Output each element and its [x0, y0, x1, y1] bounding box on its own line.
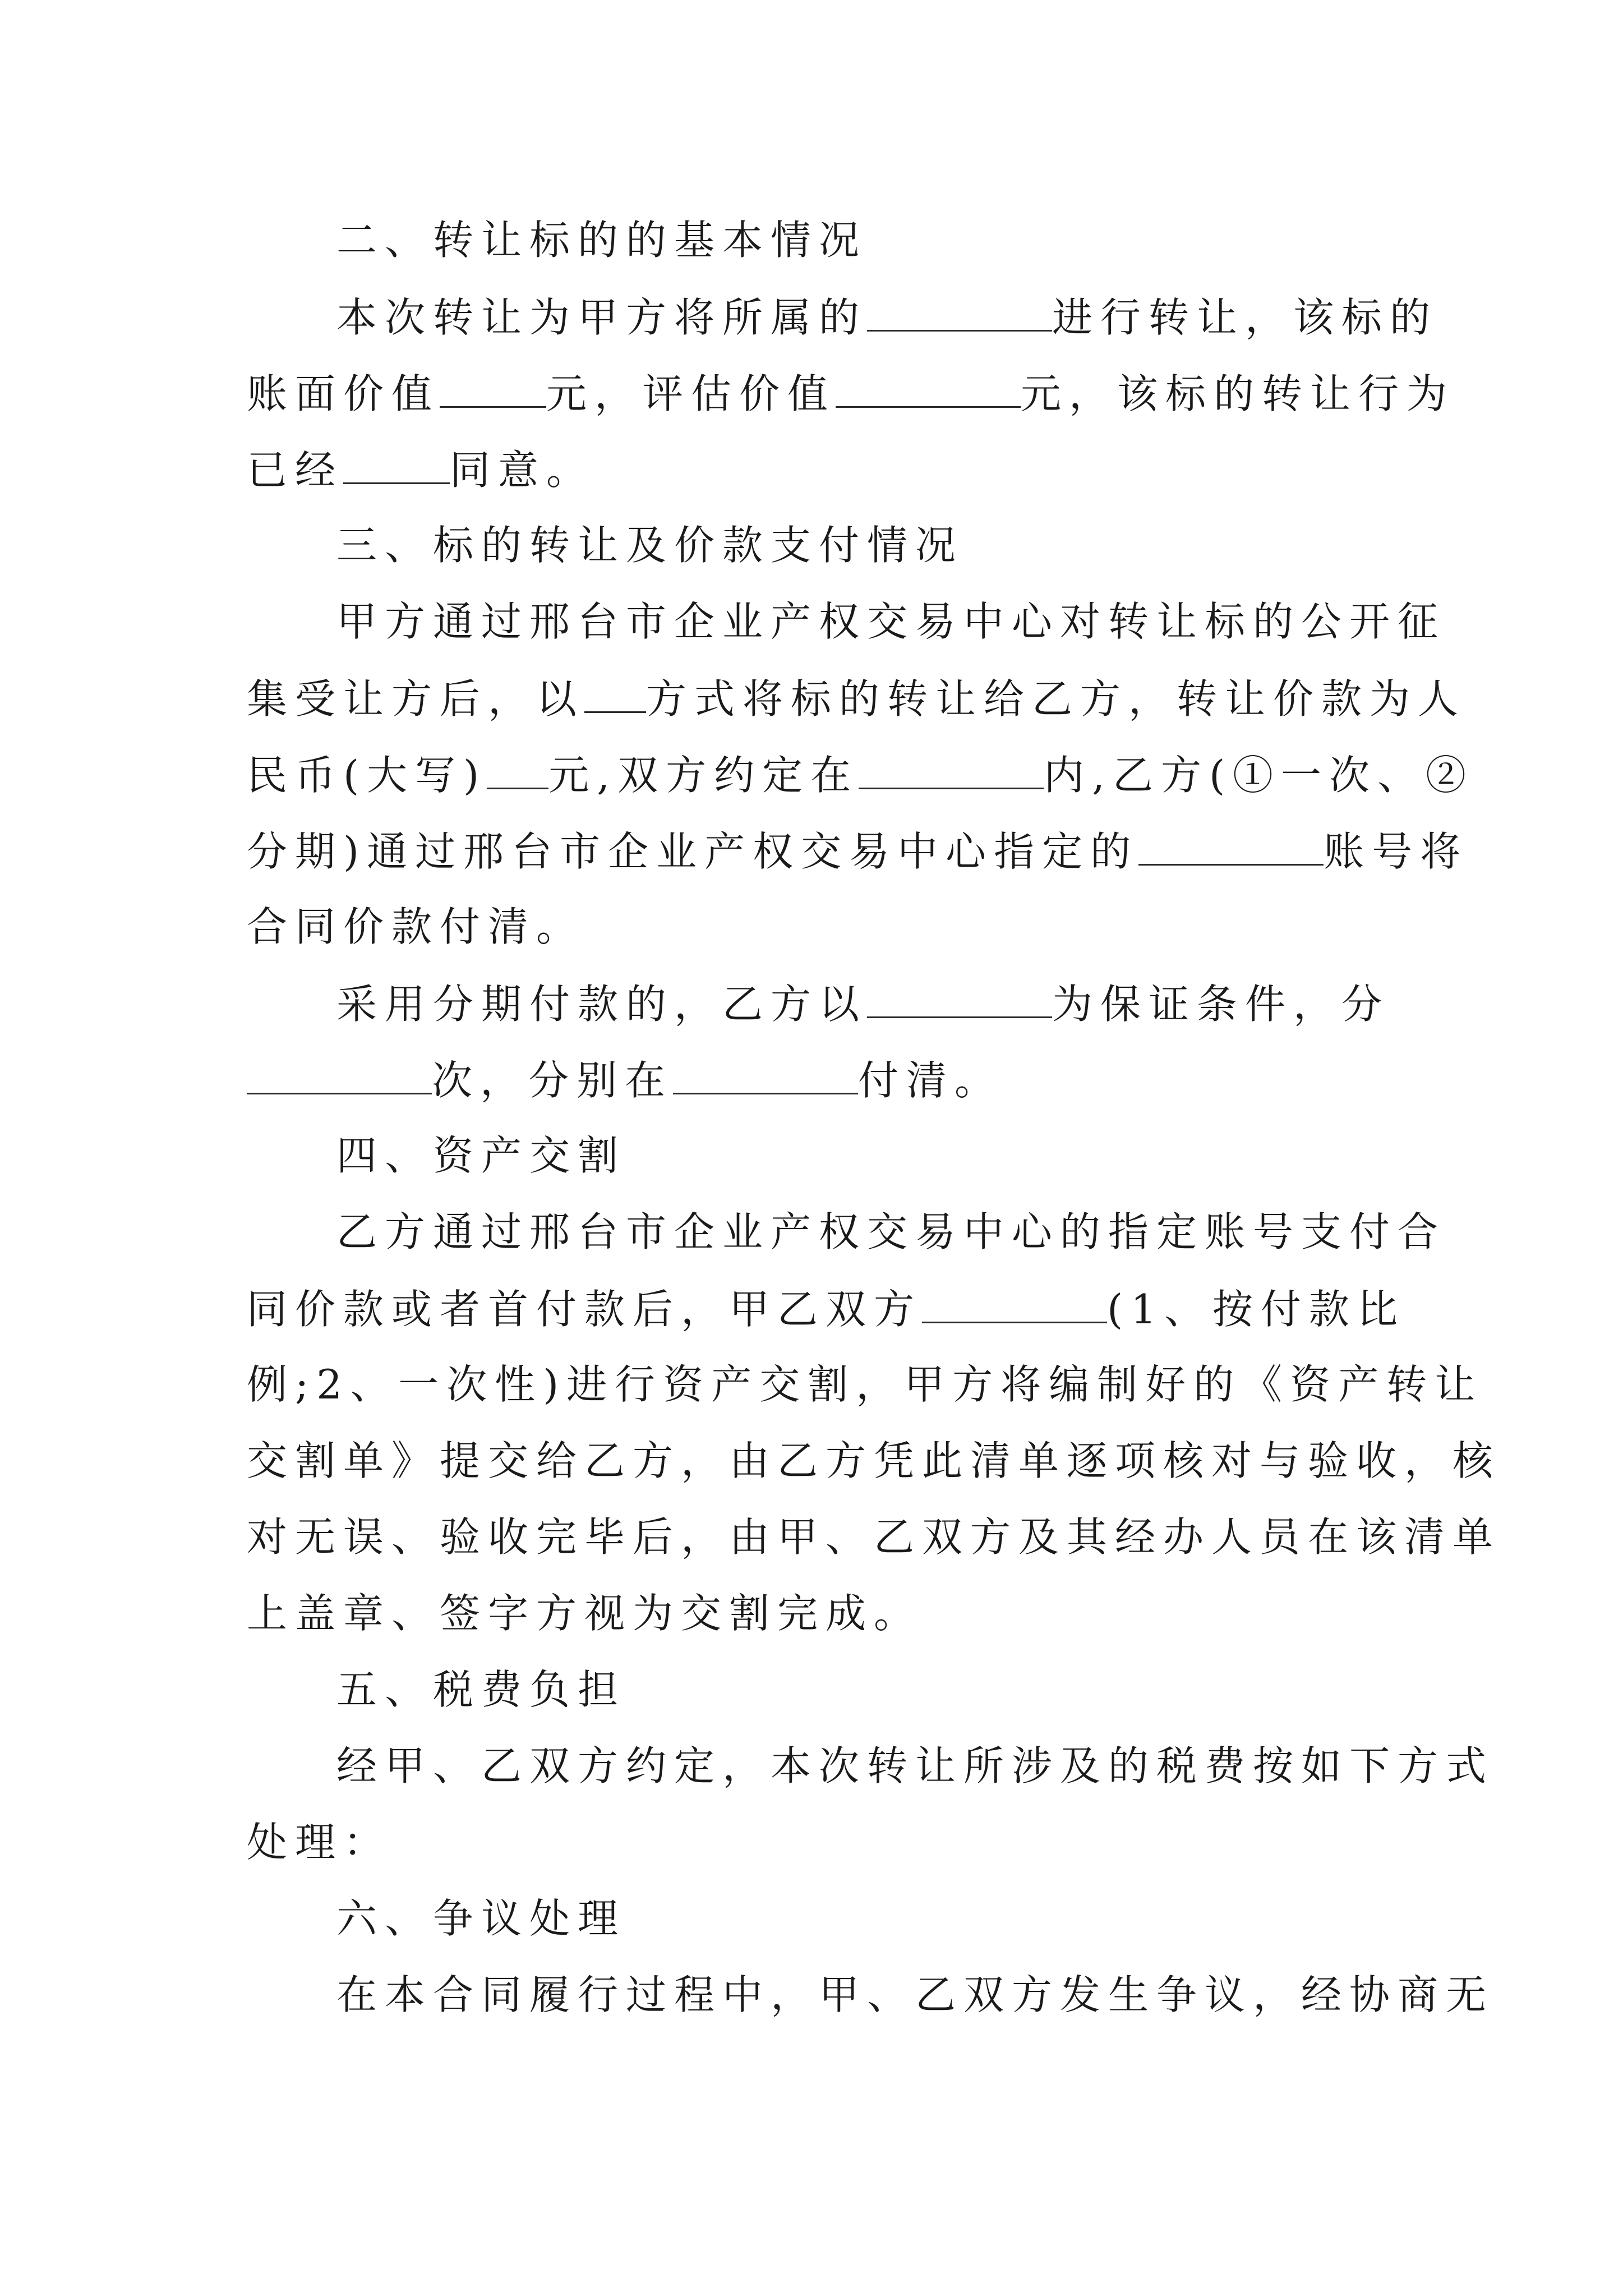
- paragraph-line: [247, 1819, 392, 1866]
- text-segment: 账面价值: [247, 370, 440, 417]
- text-segment: 分期)通过邢台市企业产权交易中心指定的: [247, 828, 1139, 875]
- text-segment: 同意。: [450, 447, 595, 494]
- text-segment: 元,双方约定在: [548, 752, 859, 799]
- fill-in-blank[interactable]: [584, 678, 646, 713]
- fill-in-blank[interactable]: [867, 983, 1052, 1018]
- paragraph-line: [247, 675, 1467, 723]
- text-segment: 集受让方后，以: [247, 675, 585, 723]
- fill-in-blank[interactable]: [922, 1288, 1107, 1323]
- text-segment: 元，评估价值: [546, 370, 836, 417]
- paragraph-line: [336, 1971, 1495, 2018]
- section-heading-5: [336, 1666, 626, 1713]
- fill-in-blank[interactable]: [867, 296, 1052, 332]
- heading-text: 三、标的转让及价款支付情况: [336, 522, 964, 569]
- text-segment: 采用分期付款的，乙方以: [336, 981, 868, 1028]
- text-segment: 同价款或者首付款后，甲乙双方: [247, 1286, 923, 1333]
- text-segment: 对无误、验收完毕后，由甲、乙双方及其经办人员在该清单: [247, 1513, 1501, 1561]
- paragraph-line: [247, 1513, 1501, 1561]
- paragraph-line: [247, 752, 1474, 799]
- section-heading-6: [336, 1895, 626, 1942]
- text-segment: 付清。: [858, 1057, 1003, 1104]
- text-segment: 甲方通过邢台市企业产权交易中心对转让标的公开征: [336, 598, 1446, 645]
- section-heading-2: [336, 217, 868, 264]
- text-segment: 上盖章、签字方视为交割完成。: [247, 1590, 923, 1637]
- text-segment: 次，分别在: [432, 1057, 674, 1104]
- fill-in-blank[interactable]: [836, 372, 1021, 408]
- paragraph-line: [247, 1590, 923, 1637]
- text-segment: 本次转让为甲方将所属的: [336, 294, 868, 341]
- text-segment: 例;2、一次性)进行资产交割，甲方将编制好的《资产转让: [247, 1361, 1483, 1408]
- text-segment: 元，该标的转让行为: [1021, 370, 1455, 417]
- heading-text: 六、争议处理: [336, 1895, 626, 1942]
- paragraph-line: [247, 370, 1455, 417]
- paragraph-line: [336, 981, 1390, 1028]
- paragraph-line: [247, 1437, 1501, 1484]
- text-segment: 为保证条件，分: [1052, 981, 1390, 1028]
- heading-text: 四、资产交割: [336, 1132, 626, 1179]
- fill-in-blank[interactable]: [343, 449, 450, 484]
- paragraph-line: [336, 294, 1438, 341]
- text-segment: 方式将标的转让给乙方，转让价款为人: [646, 675, 1467, 723]
- text-segment: 已经: [247, 447, 344, 494]
- heading-text: 五、税费负担: [336, 1666, 626, 1713]
- fill-in-blank[interactable]: [440, 372, 546, 408]
- paragraph-line: [336, 1742, 1495, 1789]
- text-segment: (1、按付款比: [1107, 1286, 1405, 1333]
- paragraph-line: [336, 598, 1446, 645]
- text-segment: 乙方通过邢台市企业产权交易中心的指定账号支付合: [336, 1208, 1446, 1255]
- section-heading-4: [336, 1132, 626, 1179]
- section-heading-3: [336, 522, 964, 569]
- fill-in-blank[interactable]: [1138, 830, 1324, 866]
- paragraph-line: [247, 828, 1469, 875]
- text-segment: 交割单》提交给乙方，由乙方凭此清单逐项核对与验收，核: [247, 1437, 1501, 1484]
- text-segment: 进行转让，该标的: [1052, 294, 1438, 341]
- fill-in-blank[interactable]: [859, 754, 1044, 789]
- fill-in-blank[interactable]: [673, 1059, 858, 1094]
- fill-in-blank[interactable]: [487, 754, 548, 789]
- text-segment: 经甲、乙双方约定，本次转让所涉及的税费按如下方式: [336, 1742, 1495, 1789]
- paragraph-line: [247, 1361, 1483, 1408]
- paragraph-line: [247, 1286, 1405, 1333]
- paragraph-line: [336, 1208, 1446, 1255]
- paragraph-line: [247, 1057, 1003, 1104]
- text-segment: 合同价款付清。: [247, 903, 585, 950]
- text-segment: 处理：: [247, 1819, 392, 1866]
- paragraph-line: [247, 903, 585, 950]
- paragraph-line: [247, 447, 595, 494]
- heading-text: 二、转让标的的基本情况: [336, 217, 868, 264]
- text-segment: 账号将: [1324, 828, 1469, 875]
- text-segment: 在本合同履行过程中，甲、乙双方发生争议，经协商无: [336, 1971, 1495, 2018]
- text-segment: 内,乙方(①一次、②: [1044, 752, 1474, 799]
- text-segment: 民币(大写): [247, 752, 487, 799]
- fill-in-blank[interactable]: [247, 1059, 432, 1094]
